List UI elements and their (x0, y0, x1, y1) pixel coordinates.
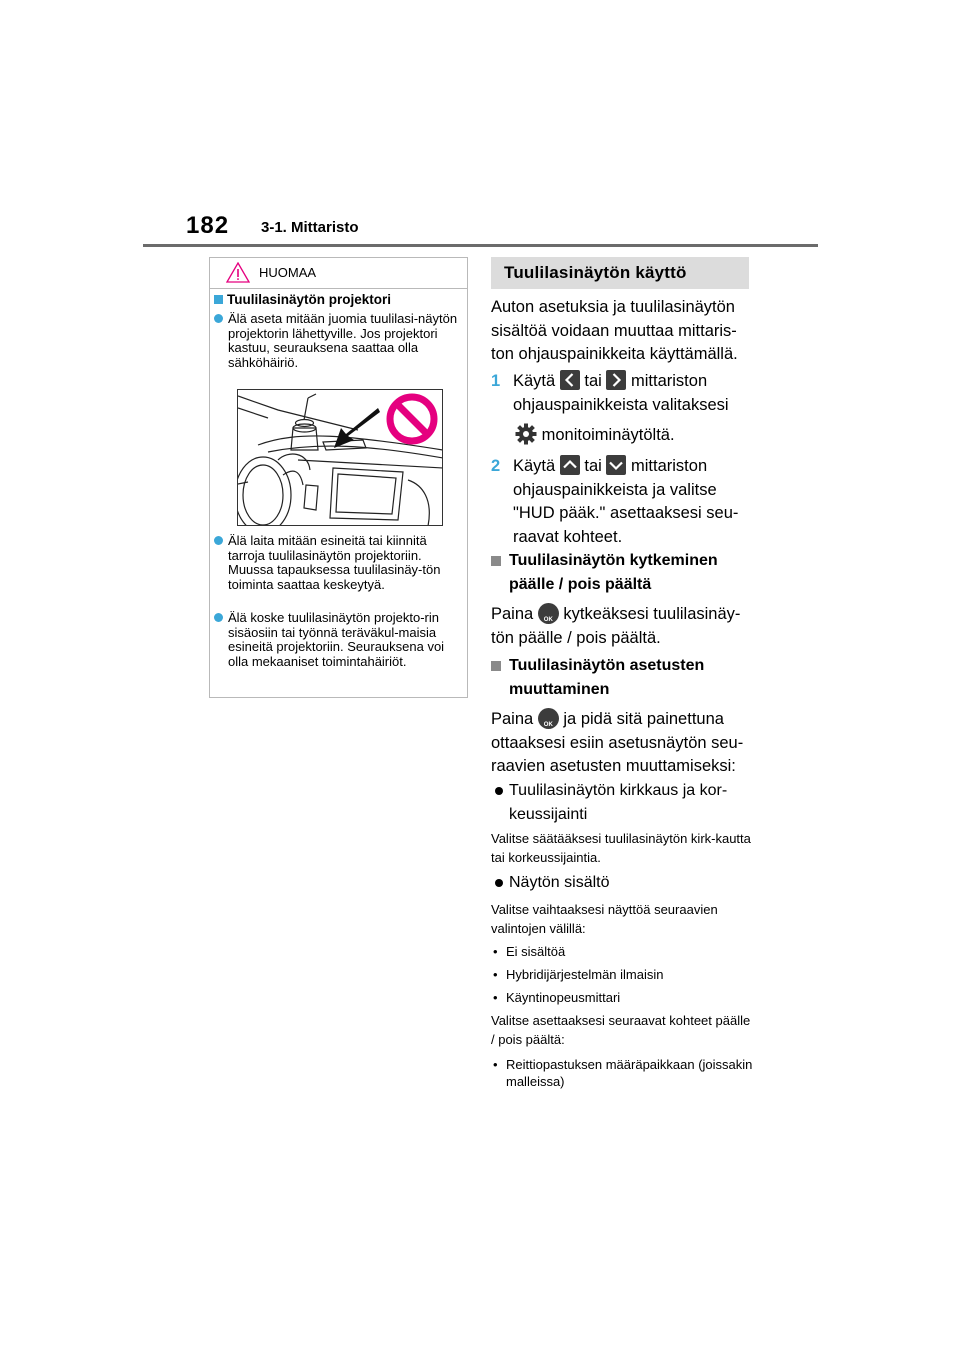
caution-subtitle: Tuulilasinäytön projektori (214, 292, 391, 307)
section-heading: Tuulilasinäytön käyttö (491, 257, 749, 289)
caution-item: Älä koske tuulilasinäytön projekto-rin sisäosiin tai työnnä teräväkul-maisia esineitä projektoriin. Seurauksena voi olla mekaaniset toimintahäiriöt. (214, 611, 464, 669)
caution-item: Älä laita mitään esineitä tai kiinnitä tarroja tuulilasinäytön projektoriin. Muussa tapauksessa tuulilasinäy-tön toiminta saattaa keskeytyä. (214, 534, 464, 592)
gear-icon (515, 423, 537, 445)
square-bullet-icon (214, 295, 223, 304)
ok-button-icon: OK (538, 708, 559, 729)
bullet-dot-icon (214, 613, 223, 622)
caution-label: HUOMAA (259, 265, 317, 280)
square-bullet-icon (491, 661, 501, 671)
brightness-description: Valitse säätääksesi tuulilasinäytön kirk-kautta tai korkeussijaintia. (491, 831, 751, 865)
step-number: 2 (491, 457, 501, 475)
list-item: • Käyntinopeusmittari (493, 990, 621, 1005)
warning-icon (226, 262, 250, 283)
caution-box (209, 257, 468, 698)
onoff-paragraph: Paina OK kytkeäksesi tuulilasinäy-tön päälle / pois päältä. (491, 605, 741, 647)
step-number: 1 (491, 372, 501, 390)
section-title: 3-1. Mittaristo (261, 219, 359, 236)
onoff-heading: Tuulilasinäytön kytkeminen päälle / pois päältä (491, 549, 753, 596)
up-arrow-button-icon (560, 455, 580, 475)
list-item: • Hybridijärjestelmän ilmaisin (493, 967, 664, 982)
bullet-dot-icon (214, 314, 223, 323)
page-number: 182 (186, 212, 230, 239)
caution-item: Älä aseta mitään juomia tuulilasi-näytön projektorin lähettyville. Jos projektori kastuu, seurauksena saattaa olla sähköhäiriö. (214, 312, 464, 370)
dashboard-drink-illustration (238, 390, 443, 526)
step-1: 1 Käytä tai mittariston ohjauspainikkeista valitaksesi monitoiminäytöltä. (491, 372, 729, 444)
bullet-dot-icon (495, 787, 503, 795)
content-description: Valitse vaihtaaksesi näyttöä seuraavien valintojen välillä: (491, 902, 718, 936)
list-item: • Reittiopastuksen määräpaikkaan (joissakin malleissa) (493, 1057, 753, 1089)
step-2: 2 Käytä tai mittariston ohjauspainikkeista ja valitse "HUD pääk." asettaaksesi seu-raavat kohteet. (491, 457, 739, 546)
caution-header (210, 258, 467, 289)
onoff-description: Valitse asettaaksesi seuraavat kohteet päälle / pois päältä: (491, 1013, 751, 1047)
bullet-content: Näytön sisältö (491, 871, 753, 895)
projector-illustration (237, 389, 443, 526)
intro-paragraph: Auton asetuksia ja tuulilasinäytön sisältöä voidaan muuttaa mittaris-ton ohjauspainikkeita käyttämällä. (491, 298, 738, 363)
settings-paragraph: Paina OK ja pidä sitä painettuna ottaaksesi esiin asetusnäytön seu-raavien asetusten muuttamiseksi: (491, 710, 744, 775)
bullet-dot-icon (495, 879, 503, 887)
bullet-dot-icon (214, 536, 223, 545)
down-arrow-button-icon (606, 455, 626, 475)
header-rule (143, 244, 818, 247)
left-arrow-button-icon (560, 370, 580, 390)
ok-button-icon: OK (538, 603, 559, 624)
list-item: • Ei sisältöä (493, 944, 566, 959)
square-bullet-icon (491, 556, 501, 566)
right-arrow-button-icon (606, 370, 626, 390)
bullet-brightness: Tuulilasinäytön kirkkaus ja kor-keussijainti (491, 779, 753, 826)
settings-heading: Tuulilasinäytön asetusten muuttaminen (491, 654, 753, 701)
